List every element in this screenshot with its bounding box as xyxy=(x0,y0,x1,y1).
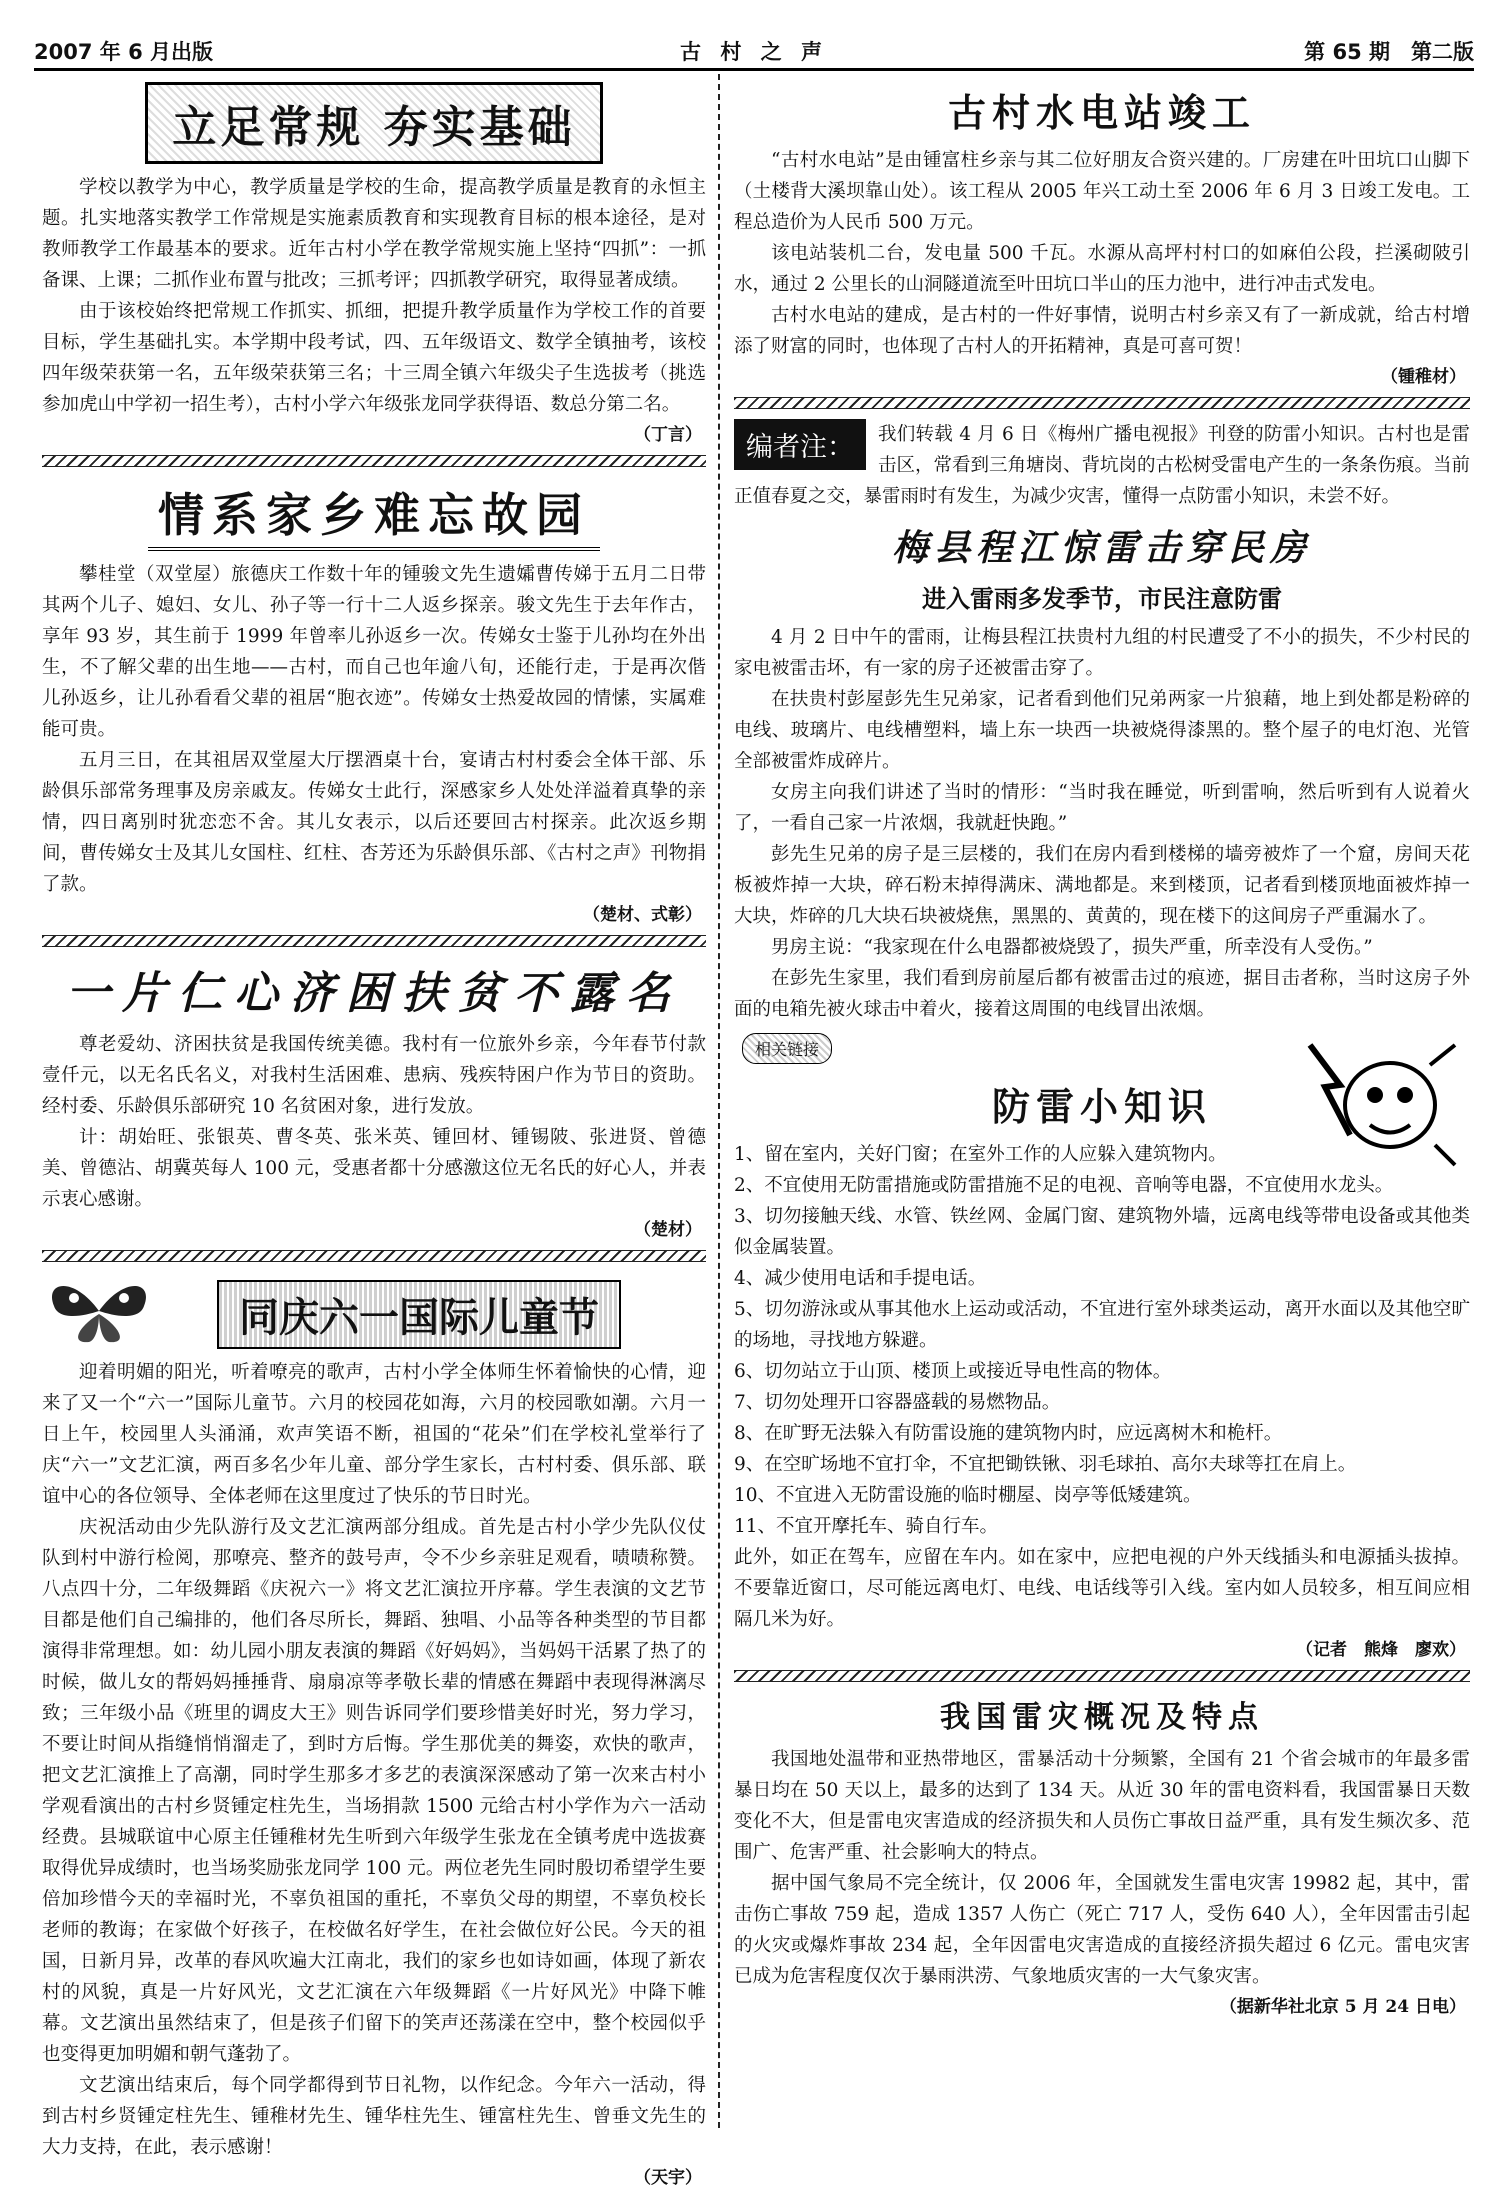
article-charity xyxy=(42,957,706,1240)
article-byline: （楚材、式彰） xyxy=(583,905,702,925)
article-title: 梅县程江惊雷击穿民房 xyxy=(891,527,1312,569)
article-title: 我国雷灾概况及特点 xyxy=(940,1700,1264,1735)
article-title: 同庆六一国际儿童节 xyxy=(217,1280,621,1349)
article-paragraph: 计：胡始旺、张银英、曹冬英、张米英、锺回材、锺锡陂、张进贤、曾德美、曾德沾、胡冀英每人 100 元，受惠者都十分感激这位无名氏的好心人，并表示衷心感谢。 xyxy=(42,1127,706,1210)
article-byline: （据新华社北京 5 月 24 日电） xyxy=(1219,1997,1466,2017)
article-homesick xyxy=(42,477,706,925)
issue-number: 第 65 期 第二版 xyxy=(1304,40,1474,64)
article-title: 古村水电站竣工 xyxy=(947,90,1256,135)
article-byline: （锺稚材） xyxy=(1381,367,1466,387)
article-hydropower xyxy=(734,82,1470,387)
tip-item: 4、减少使用电话和手提电话。 xyxy=(734,1268,987,1289)
tip-item: 此外，如正在驾车，应留在车内。如在家中，应把电视的户外天线插头和电源插头拔掉。不要靠近窗口，尽可能远离电灯、电线、电话线等引入线。室内如人员较多，相互间应相隔几米为好。 xyxy=(734,1547,1470,1630)
editor-note-label: 编者注： xyxy=(734,419,866,470)
issue-date: 2007 年 6 月出版 xyxy=(34,40,213,64)
article-title: 情系家乡难忘故园 xyxy=(148,477,600,551)
article-paragraph: 在彭先生家里，我们看到房前屋后都有被雷击过的痕迹，据目击者称，当时这房子外面的电箱先被火球击中着火，接着这周围的电线冒出浓烟。 xyxy=(734,968,1470,1020)
editor-note-text: 我们转载 4 月 6 日《梅州广播电视报》刊登的防雷小知识。古村也是雷击区，常看到三角塘岗、背坑岗的古松树受雷电产生的一条条伤痕。当前正值春夏之交，暴雷雨时有发生，为减少灾害，懂得一点防雷小知识，未尝不好。 xyxy=(734,424,1471,507)
butterfly-icon xyxy=(44,1276,154,1346)
article-paragraph: 4 月 2 日中午的雷雨，让梅县程江扶贵村九组的村民遭受了不小的损失，不少村民的家电被雷击坏，有一家的房子还被雷击穿了。 xyxy=(734,627,1470,679)
article-paragraph: 我国地处温带和亚热带地区，雷暴活动十分频繁，全国有 21 个省会城市的年最多雷暴日均在 50 天以上，最多的达到了 134 天。从近 30 年的雷电资料看，我国雷暴日天数变化不大，但是雷电灾害造成的经济损失和人员伤亡事故日益严重，具有发生频次多、范围广、危害严重、社会影响大的特点。 xyxy=(734,1749,1470,1863)
article-paragraph: 在扶贵村彭屋彭先生兄弟家，记者看到他们兄弟两家一片狼藉，地上到处都是粉碎的电线、玻璃片、电线槽塑料，墙上东一块西一块被烧得漆黑的。整个屋子的电灯泡、光管全部被雷炸成碎片。 xyxy=(734,689,1470,772)
article-teaching-routine xyxy=(42,82,706,445)
article-paragraph: 由于该校始终把常规工作抓实、抓细，把提升教学质量作为学校工作的首要目标，学生基础扎实。本学期中段考试，四、五年级语文、数学全镇抽考，该校四年级荣获第一名，五年级荣获第三名；十三周全镇六年级尖子生选拔考（挑选参加虎山中学初一招生考），古村小学六年级张龙同学获得语、数总分第二名。 xyxy=(42,301,706,415)
article-paragraph: 攀桂堂（双堂屋）旅德庆工作数十年的锺骏文先生遗孀曹传娣于五月二日带其两个儿子、媳妇、女儿、孙子等一行十二人返乡探亲。骏文先生于去年作古，享年 93 岁，其生前于 1999 年曾率儿孙返乡一次。传娣女士鉴于儿孙均在外出生，不了解父辈的出生地——古村，而自己也年逾八旬，还能行走，于是再次偕儿孙返乡，让儿孙看看父辈的祖居“胞衣迹”。传娣女士热爱故园的情愫，实属难能可贵。 xyxy=(42,564,706,740)
tip-item: 8、在旷野无法躲入有防雷设施的建筑物内时，应远离树木和桅杆。 xyxy=(734,1423,1283,1444)
article-childrens-day xyxy=(42,1272,706,2188)
article-byline: （丁言） xyxy=(634,425,702,445)
masthead-rule xyxy=(34,68,1474,71)
masthead xyxy=(34,32,1474,62)
article-paragraph: 女房主向我们讲述了当时的情形：“当时我在睡觉，听到雷响，然后听到有人说着火了，一看自己家一片浓烟，我就赶快跑。” xyxy=(734,782,1470,834)
article-paragraph: 该电站装机二台，发电量 500 千瓦。水源从高坪村村口的如麻伯公段，拦溪砌陂引水，通过 2 公里长的山洞隧道流至叶田坑口半山的压力池中，进行冲击式发电。 xyxy=(734,243,1470,295)
right-column xyxy=(734,78,1470,2017)
article-paragraph: 古村水电站的建成，是古村的一件好事情，说明古村乡亲又有了一新成就，给古村增添了财富的同时，也体现了古村人的开拓精神，真是可喜可贺！ xyxy=(734,305,1470,357)
tip-item: 6、切勿站立于山顶、楼顶上或接近导电性高的物体。 xyxy=(734,1361,1172,1382)
section-divider xyxy=(734,1670,1470,1682)
tip-item: 9、在空旷场地不宜打伞，不宜把锄铁锹、羽毛球拍、高尔夫球等扛在肩上。 xyxy=(734,1454,1357,1475)
tip-item: 10、不宜进入无防雷设施的临时棚屋、岗亭等低矮建筑。 xyxy=(734,1485,1202,1506)
tip-item: 3、切勿接触天线、水管、铁丝网、金属门窗、建筑物外墙，远离电线等带电设备或其他类似金属装置。 xyxy=(734,1206,1470,1258)
article-paragraph: 庆祝活动由少先队游行及文艺汇演两部分组成。首先是古村小学少先队仪仗队到村中游行检阅，那嘹亮、整齐的鼓号声，令不少乡亲驻足观看，啧啧称赞。八点四十分，二年级舞蹈《庆祝六一》将文艺汇演拉开序幕。学生表演的文艺节目都是他们自己编排的，他们各尽所长，舞蹈、独唱、小品等各种类型的节目都演得非常理想。如：幼儿园小朋友表演的舞蹈《好妈妈》，当妈妈干活累了热了的时候，做儿女的帮妈妈捶捶背、扇扇凉等孝敬长辈的情感在舞蹈中表现得淋漓尽致；三年级小品《班里的调皮大王》则告诉同学们要珍惜美好时光，努力学习，不要让时间从指缝悄悄溜走了，到时方后悔。学生那优美的舞姿，欢快的歌声，把文艺汇演推上了高潮，同时学生那多才多艺的表演深深感动了第一次来古村小学观看演出的古村乡贤锺定柱先生，当场捐款 1500 元给古村小学作为六一活动经费。县城联谊中心原主任锺稚材先生听到六年级学生张龙在全镇考虎中选拔赛取得优异成绩时，也当场奖励张龙同学 100 元。两位老先生同时殷切希望学生要倍加珍惜今天的幸福时光，不辜负祖国的重托，不辜负父母的期望，不辜负校长老师的教诲；在家做个好孩子，在校做名好学生，在社会做位好公民。今天的祖国，日新月异，改革的春风吹遍大江南北，我们的家乡也如诗如画，体现了新农村的风貌，真是一片好风光，文艺汇演在六年级舞蹈《一片好风光》中降下帷幕。文艺演出虽然结束了，但是孩子们留下的笑声还荡漾在空中，整个校园似乎也变得更加明媚和朝气蓬勃了。 xyxy=(42,1517,706,2065)
article-paragraph: “古村水电站”是由锺富柱乡亲与其二位好朋友合资兴建的。厂房建在叶田坑口山脚下（土楼背大溪坝靠山处）。该工程从 2005 年兴工动土至 2006 年 6 月 3 日竣工发电。工程总造价为人民币 500 万元。 xyxy=(734,150,1470,233)
article-subtitle: 进入雷雨多发季节，市民注意防雷 xyxy=(922,584,1282,613)
section-divider xyxy=(42,1250,706,1262)
related-link-tag: 相关链接 xyxy=(742,1033,832,1064)
tip-item: 11、不宜开摩托车、骑自行车。 xyxy=(734,1516,999,1537)
article-lightning-overview xyxy=(734,1692,1470,2017)
editor-note xyxy=(734,419,1470,512)
article-paragraph: 尊老爱幼、济困扶贫是我国传统美德。我村有一位旅外乡亲，今年春节付款壹仟元，以无名氏名义，对我村生活困难、患病、残疾特困户作为节日的资助。经村委、乐龄俱乐部研究 10 名贫困对象，进行发放。 xyxy=(42,1034,706,1117)
article-paragraph: 彭先生兄弟的房子是三层楼的，我们在房内看到楼梯的墙旁被炸了一个窟，房间天花板被炸掉一大块，碎石粉末掉得满床、满地都是。来到楼顶，记者看到楼顶地面被炸掉一大块，炸碎的几大块石块被烧焦，黑黑的、黄黄的，现在楼下的这间房子严重漏水了。 xyxy=(734,844,1470,927)
article-paragraph: 文艺演出结束后，每个同学都得到节日礼物，以作纪念。今年六一活动，得到古村乡贤锺定柱先生、锺稚材先生、锺华柱先生、锺富柱先生、曾垂文先生的大力支持，在此，表示感谢！ xyxy=(42,2075,706,2158)
article-paragraph: 男房主说：“我家现在什么电器都被烧毁了，损失严重，所幸没有人受伤。” xyxy=(771,937,1373,958)
tip-item: 1、留在室内，关好门窗；在室外工作的人应躲入建筑物内。 xyxy=(734,1144,1227,1165)
article-byline: （天宇） xyxy=(634,2168,702,2188)
article-paragraph: 迎着明媚的阳光，听着嘹亮的歌声，古村小学全体师生怀着愉快的心情，迎来了又一个“六一”国际儿童节。六月的校园花如海，六月的校园歌如潮。六月一日上午，校园里人头涌涌，欢声笑语不断，祖国的“花朵”们在学校礼堂举行了庆“六一”文艺汇演，两百多名少年儿童、部分学生家长，古村村委、俱乐部、联谊中心的各位领导、全体老师在这里度过了快乐的节日时光。 xyxy=(42,1362,706,1507)
left-column xyxy=(42,78,706,2188)
article-lightning-strike xyxy=(734,520,1470,1025)
article-paragraph: 五月三日，在其祖居双堂屋大厅摆酒桌十台，宴请古村村委会全体干部、乐龄俱乐部常务理事及房亲戚友。传娣女士此行，深感家乡人处处洋溢着真挚的亲情，四日离别时犹恋恋不舍。其儿女表示，以后还要回古村探亲。此次返乡期间，曹传娣女士及其儿女国柱、红柱、杏芳还为乐龄俱乐部、《古村之声》刊物捐了款。 xyxy=(42,750,706,895)
section-divider xyxy=(42,935,706,947)
tip-item: 2、不宜使用无防雷措施或防雷措施不足的电视、音响等电器，不宜使用水龙头。 xyxy=(734,1175,1394,1196)
article-byline: （楚材） xyxy=(634,1220,702,1240)
tip-item: 5、切勿游泳或从事其他水上运动或活动，不宜进行室外球类运动，离开水面以及其他空旷的场地，寻找地方躲避。 xyxy=(734,1299,1470,1351)
tip-item: 7、切勿处理开口容器盛载的易燃物品。 xyxy=(734,1392,1061,1413)
article-title: 防雷小知识 xyxy=(991,1084,1212,1129)
article-title: 一片仁心济困扶贫不露名 xyxy=(66,968,682,1019)
article-lightning-tips xyxy=(734,1025,1470,1660)
column-divider xyxy=(718,74,720,2128)
article-byline: （记者 熊烽 廖欢） xyxy=(1296,1640,1466,1660)
article-paragraph: 学校以教学为中心，教学质量是学校的生命，提高教学质量是教育的永恒主题。扎实地落实教学工作常规是实施素质教育和实现教育目标的根本途径，是对教师教学工作最基本的要求。近年古村小学在教学常规实施上坚持“四抓”：一抓备课、上课；二抓作业布置与批改；三抓考评；四抓教学研究，取得显著成绩。 xyxy=(42,177,706,291)
article-title: 立足常规 夯实基础 xyxy=(145,82,602,164)
lightning-cartoon-icon xyxy=(1270,1025,1460,1175)
section-divider xyxy=(42,455,706,467)
paper-name: 古 村 之 声 xyxy=(680,40,828,64)
section-divider xyxy=(734,397,1470,409)
article-paragraph: 据中国气象局不完全统计，仅 2006 年，全国就发生雷电灾害 19982 起，其中，雷击伤亡事故 759 起，造成 1357 人伤亡（死亡 717 人，受伤 640 人），全年因雷击引起的火灾或爆炸事故 234 起，全年因雷电灾害造成的直接经济损失超过 6 亿元。雷电灾害已成为危害程度仅次于暴雨洪涝、气象地质灾害的一大气象灾害。 xyxy=(734,1873,1470,1987)
